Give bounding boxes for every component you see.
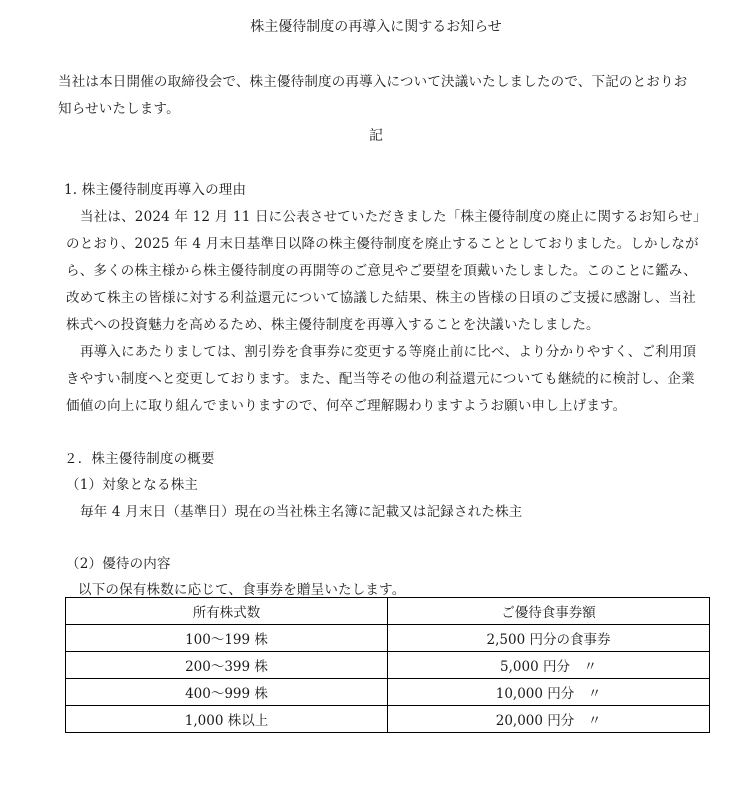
section2-sub1-heading: （1）対象となる株主 <box>66 477 199 493</box>
section1-line-7: きやすい制度へと変更しております。また、配当等その他の利益還元についても継続的に検討し、企業 <box>66 371 695 387</box>
benefit-table <box>65 597 710 733</box>
table-header-row <box>66 598 710 625</box>
intro-line-2: 知らせいたします。 <box>58 101 180 117</box>
section2-sub2-heading: （2）優待の内容 <box>66 556 171 572</box>
shares-cell: 100～199 株 <box>66 625 388 652</box>
section1-line-2: のとおり、2025 年 4 月末日基準日以降の株主優待制度を廃止することとしておりました。しかしなが <box>66 236 699 252</box>
shares-cell: 200～399 株 <box>66 652 388 679</box>
intro-line-1: 当社は本日開催の取締役会で、株主優待制度の再導入について決議いたしましたので、下記のとおりお <box>58 74 688 90</box>
section1-line-6: 再導入にあたりましては、割引券を食事券に変更する等廃止前に比べ、より分かりやすく、ご利用頂 <box>80 344 697 360</box>
header-shares: 所有株式数 <box>66 598 388 625</box>
header-voucher-amount: ご優待食事券額 <box>388 598 710 625</box>
section2-sub2-text: 以下の保有株数に応じて、食事券を贈呈いたします。 <box>78 582 406 598</box>
table-row <box>66 706 710 733</box>
table-row <box>66 625 710 652</box>
section2-heading: ２．株主優待制度の概要 <box>64 451 215 467</box>
voucher-cell: 5,000 円分 〃 <box>388 652 710 679</box>
section1-heading: 1. 株主優待制度再導入の理由 <box>64 182 247 198</box>
shares-cell: 400～999 株 <box>66 679 388 706</box>
table-row <box>66 652 710 679</box>
section1-line-4: 改めて株主の皆様に対する利益還元について協議した結果、株主の皆様の日頃のご支援に感謝し、当社 <box>66 290 696 306</box>
section2-sub1-text: 毎年 4 月末日（基準日）現在の当社株主名簿に記載又は記録された株主 <box>80 504 523 520</box>
voucher-cell: 2,500 円分の食事券 <box>388 625 710 652</box>
voucher-cell: 20,000 円分 〃 <box>388 706 710 733</box>
ki-mark: 記 <box>369 128 383 144</box>
section1-line-1: 当社は、2024 年 12 月 11 日に公表させていただきました「株主優待制度の廃止に関するお知らせ」 <box>80 209 707 225</box>
section1-line-3: ら、多くの株主様から株主優待制度の再開等のご意見やご要望を頂戴いたしました。このことに鑑み、 <box>66 263 698 279</box>
section1-line-8: 価値の向上に取り組んでまいりますので、何卒ご理解賜わりますようお願い申し上げます。 <box>66 398 627 414</box>
voucher-cell: 10,000 円分 〃 <box>388 679 710 706</box>
shares-cell: 1,000 株以上 <box>66 706 388 733</box>
section1-line-5: 株式への投資魅力を高めるため、株主優待制度を再導入することを決議いたしました。 <box>66 317 600 333</box>
document-title: 株主優待制度の再導入に関するお知らせ <box>250 19 502 35</box>
table-row <box>66 679 710 706</box>
